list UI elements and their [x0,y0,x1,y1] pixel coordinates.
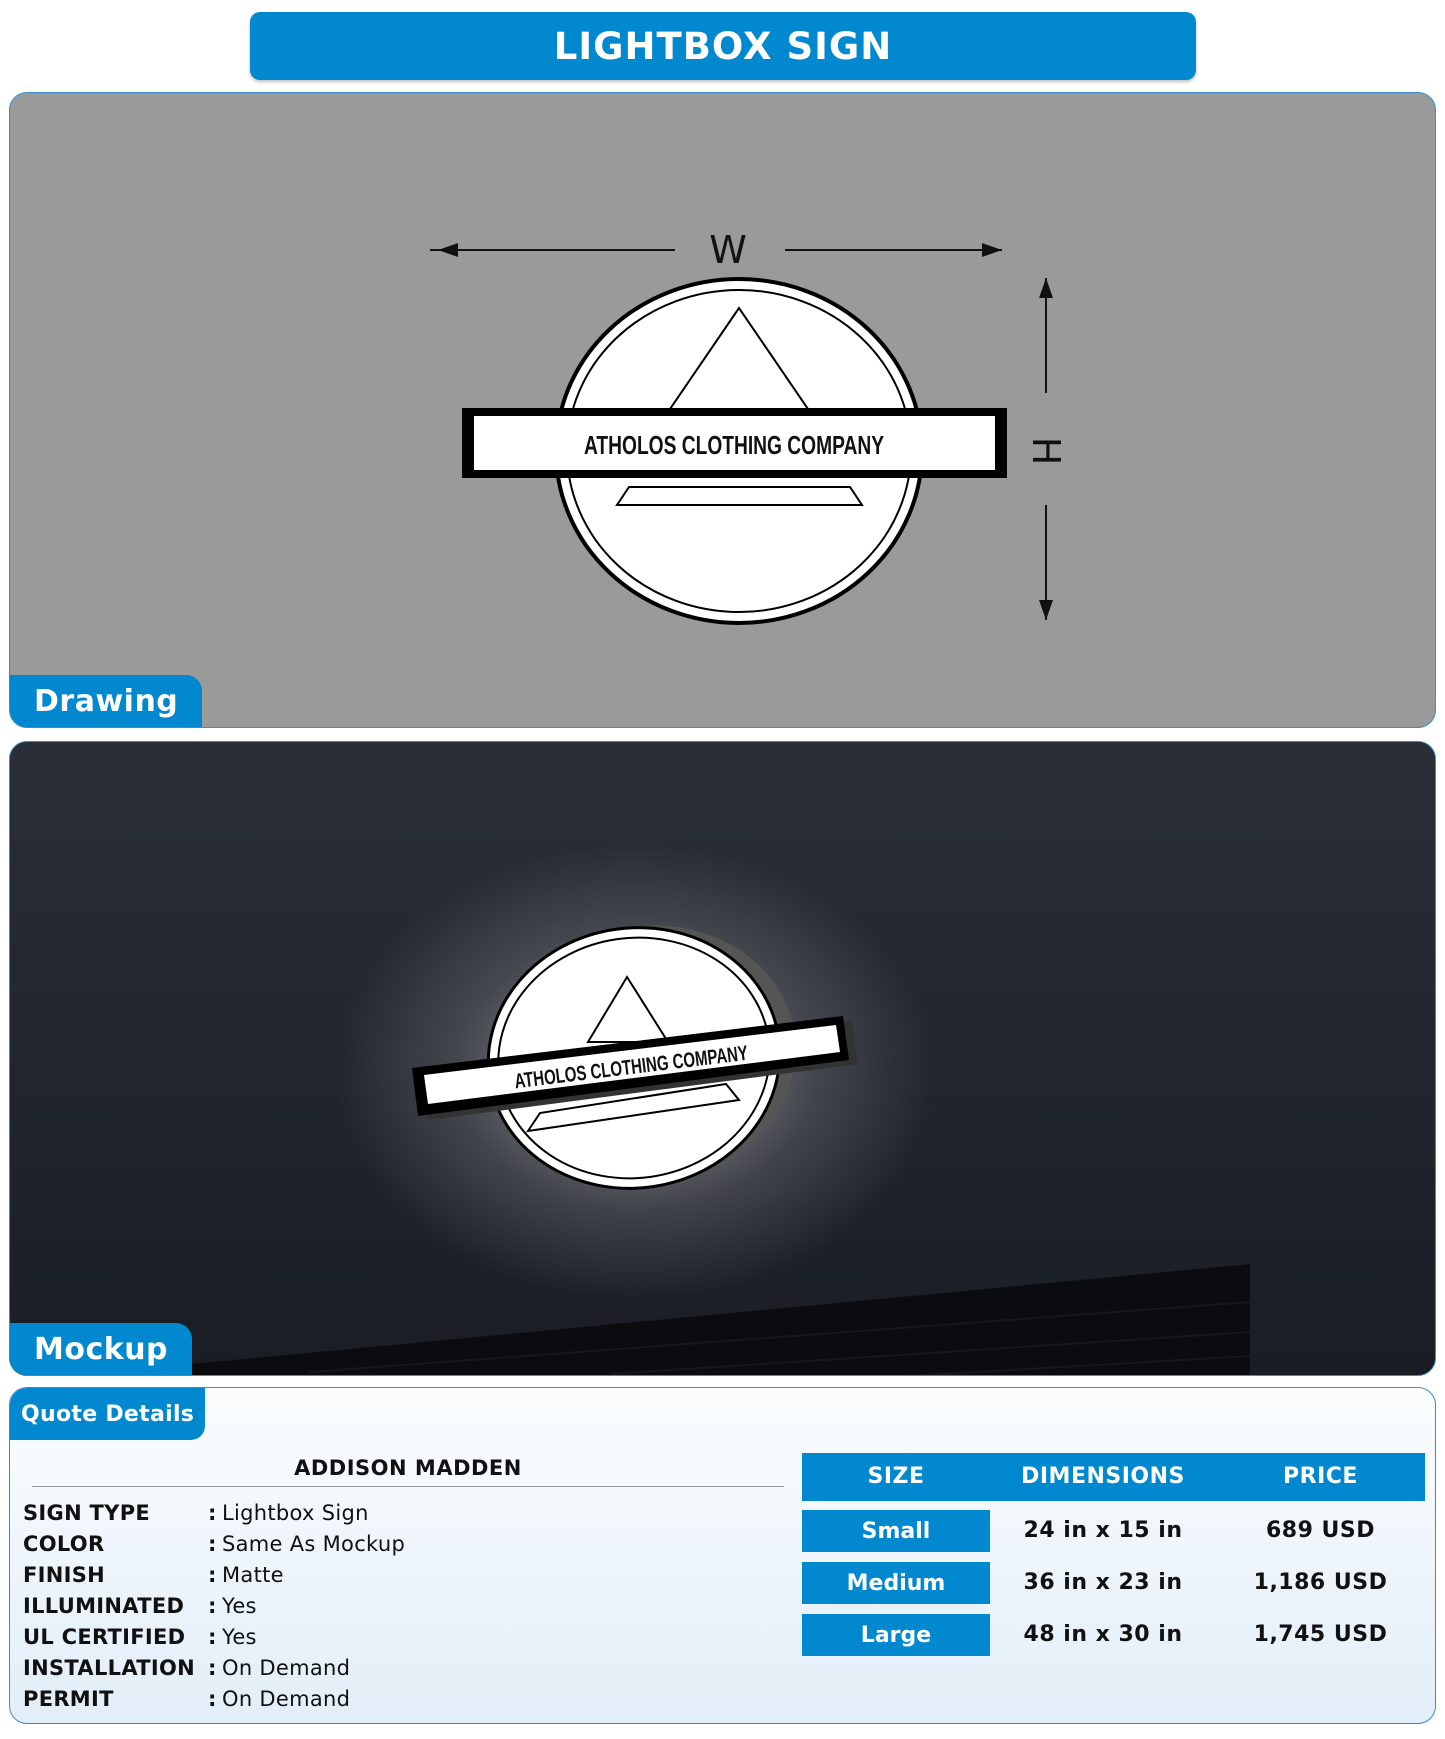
spec-value: On Demand [222,1656,351,1680]
spec-value: Matte [222,1563,284,1587]
customer-name: ADDISON MADDEN [32,1456,784,1487]
mockup-panel [9,741,1436,1376]
spec-colon: : [208,1656,217,1680]
sign-text: ATHOLOS CLOTHING COMPANY [584,430,884,460]
size-cell: Small [802,1510,990,1552]
drawing-panel [9,92,1436,728]
spec-value: Yes [222,1594,257,1618]
drawing-tag: Drawing [10,675,202,727]
mockup-tag: Mockup [10,1323,192,1375]
header-size: SIZE [867,1464,925,1489]
width-label: W [709,228,747,272]
sign-mockup [10,742,1436,1376]
price-table-header [802,1453,1425,1501]
spec-label: PERMIT [23,1687,114,1711]
spec-colon: : [208,1625,217,1649]
dimensions-cell: 36 in x 23 in [1023,1570,1183,1595]
spec-value: On Demand [222,1687,351,1711]
sign-logo [462,279,1007,623]
quote-details-panel [9,1387,1436,1724]
spec-value: Yes [222,1625,257,1649]
spec-colon: : [208,1687,217,1711]
mockup-sign-text: ATHOLOS CLOTHING COMPANY [513,1030,842,1094]
height-dimension [1024,278,1068,620]
sign-drawing [10,93,1436,728]
price-cell: 1,186 USD [1253,1570,1388,1595]
height-label: H [1024,436,1068,466]
dimensions-cell: 48 in x 30 in [1023,1622,1183,1647]
table-row [802,1510,1425,1552]
width-dimension [430,228,1002,272]
spec-colon: : [208,1501,217,1525]
spec-label: UL CERTIFIED [23,1625,186,1649]
spec-label: SIGN TYPE [23,1501,151,1525]
price-cell: 689 USD [1265,1518,1376,1543]
price-cell: 1,745 USD [1253,1622,1388,1647]
spec-label: FINISH [23,1563,106,1587]
page-title: LIGHTBOX SIGN [250,12,1196,80]
spec-colon: : [208,1563,217,1587]
spec-value: Same As Mockup [222,1532,406,1556]
dimensions-cell: 24 in x 15 in [1023,1518,1183,1543]
spec-value: Lightbox Sign [222,1501,369,1525]
table-row [802,1562,1425,1604]
spec-label: COLOR [23,1532,105,1556]
size-cell: Large [802,1614,990,1656]
table-row [802,1614,1425,1656]
spec-label: INSTALLATION [23,1656,196,1680]
spec-label: ILLUMINATED [23,1594,185,1618]
size-cell: Medium [802,1562,990,1604]
header-dimensions: DIMENSIONS [1021,1464,1185,1489]
spec-colon: : [208,1532,217,1556]
header-price: PRICE [1283,1464,1358,1489]
quote-details-tag: Quote Details [10,1388,205,1440]
spec-colon: : [208,1594,217,1618]
